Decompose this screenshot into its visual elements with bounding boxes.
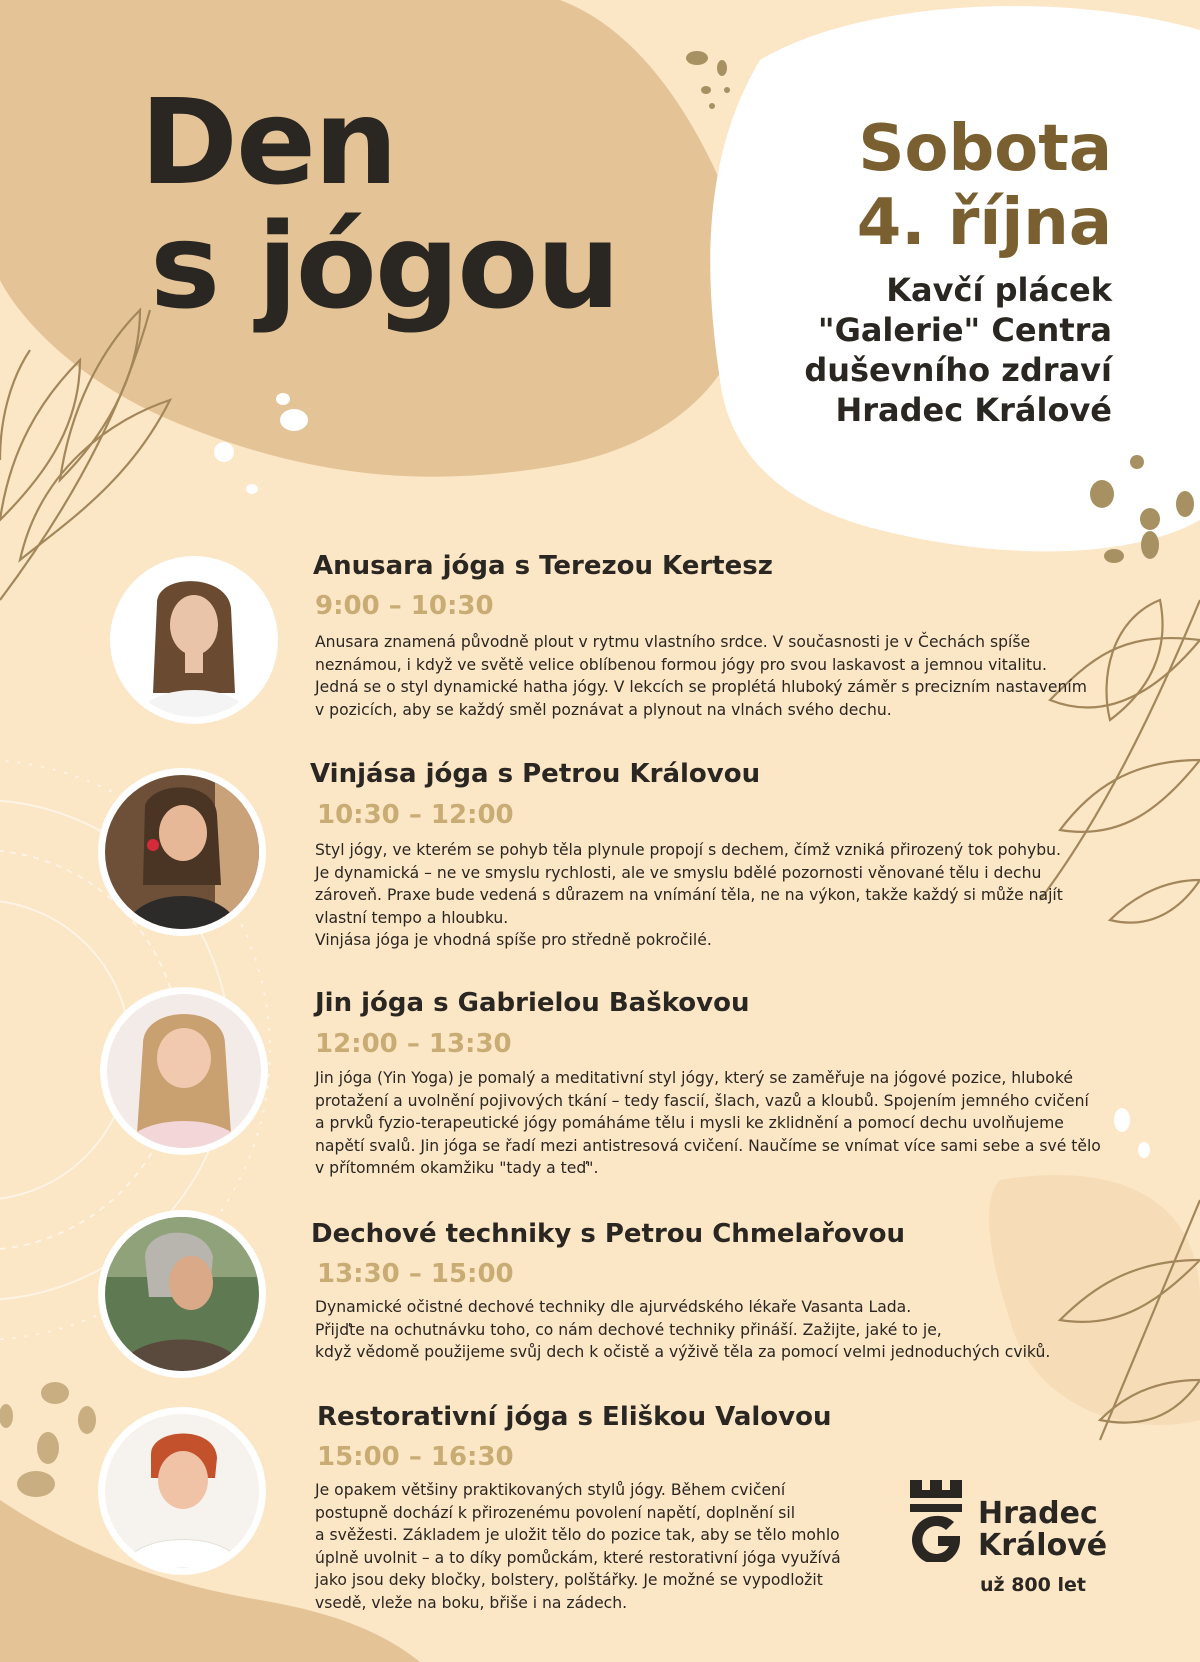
description-line: zároveň. Praxe bude vedená s důrazem na vnímání těla, ne na výkon, takže každý si může najít [315, 886, 1063, 904]
instructor-avatar [100, 987, 268, 1155]
logo-line-2: Králové [978, 1528, 1108, 1563]
session-time: 9:00 – 10:30 [315, 591, 494, 621]
session-description [315, 1296, 1050, 1364]
instructor-avatar [98, 1407, 266, 1575]
description-line: Styl jógy, ve kterém se pohyb těla plynule propojí s dechem, čímž vzniká přirozený tok pohybu. [315, 841, 1061, 859]
venue [804, 270, 1112, 430]
venue-line: Hradec Králové [835, 391, 1112, 429]
description-line: Jedná se o styl dynamické hatha jógy. V lekcích se proplétá hluboký záměr s precizním nastavením [315, 678, 1087, 696]
session-description [315, 1067, 1101, 1180]
date-venue-block [804, 112, 1112, 430]
session-title: Anusara jóga s Terezou Kertesz [313, 551, 773, 581]
description-line: postupně dochází k přirozenému povolení napětí, doplnění sil [315, 1503, 796, 1522]
description-line: Je opakem většiny praktikovaných stylů jógy. Během cvičení [315, 1481, 786, 1499]
session-title: Jin jóga s Gabrielou Baškovou [315, 988, 750, 1018]
instructor-avatar [98, 768, 266, 936]
instructor-avatar [98, 1210, 266, 1378]
description-line: vlastní tempo a hloubku. [315, 908, 509, 927]
venue-line: Kavčí plácek [886, 271, 1112, 309]
description-line: vsedě, vleže na boku, břiše i na zádech. [315, 1593, 628, 1612]
session-time: 12:00 – 13:30 [315, 1029, 512, 1059]
venue-line: duševního zdraví [804, 351, 1112, 389]
logo-subtitle: už 800 let [980, 1574, 1086, 1596]
session-time: 13:30 – 15:00 [317, 1259, 514, 1289]
session-description [315, 631, 1087, 721]
session-title: Restorativní jóga s Eliškou Valovou [317, 1402, 832, 1432]
description-line: v pozicích, aby se každý směl poznávat a plynout na vlnách svého dechu. [315, 700, 892, 719]
description-line: v přítomném okamžiku "tady a teď". [315, 1159, 599, 1177]
session-title: Dechové techniky s Petrou Chmelařovou [311, 1219, 906, 1249]
instructor-photo [105, 1414, 259, 1568]
description-line: jako jsou deky bločky, bolstery, polštářky. Je možné se vypodložit [315, 1571, 823, 1589]
logo-city-name [978, 1498, 1107, 1562]
event-date: 4. října [856, 186, 1112, 260]
event-title [140, 73, 619, 335]
description-line: Je dynamická – ne ve smyslu rychlosti, ale ve smyslu bdělé pozornosti věnované tělu i dechu [315, 863, 1042, 882]
session-time: 10:30 – 12:00 [317, 800, 514, 830]
instructor-photo [105, 775, 259, 929]
session-title: Vinjása jóga s Petrou Královou [310, 759, 761, 789]
description-line: úplně uvolnit – a to díky pomůckám, které restorativní jóga využívá [315, 1548, 841, 1567]
description-line: Přijďte na ochutnávku toho, co nám dechové techniky přináší. Zažijte, jaké to je, [315, 1320, 942, 1339]
description-line: a prvků fyzio-terapeutické jógy pomáháme tělu i mysli ke zklidnění a pomocí dechu uvolňujeme [315, 1114, 1064, 1132]
crown-g-icon [908, 1478, 964, 1562]
session-time: 15:00 – 16:30 [317, 1442, 514, 1472]
description-line: Vinjása jóga je vhodná spíše pro středně pokročilé. [315, 931, 712, 949]
logo-line-1: Hradec [978, 1496, 1098, 1531]
description-line: protažení a uvolnění pojivových tkání – tedy fascií, šlach, vazů a kloubů. Spojením jemného cvičení [315, 1091, 1089, 1110]
session-description [315, 1479, 841, 1614]
title-line-2: s jógou [150, 197, 619, 335]
description-line: když vědomě použijeme svůj dech k očistě a výživě těla za pomocí velmi jednoduchých cviků. [315, 1343, 1051, 1361]
description-line: napětí svalů. Jin jóga se řadí mezi antistresová cvičení. Naučíme se vnímat více sami sebe a své tělo [315, 1136, 1101, 1155]
dots-left [0, 1382, 96, 1497]
instructor-avatar [110, 556, 278, 724]
instructor-photo [105, 1217, 259, 1371]
description-line: Jin jóga (Yin Yoga) je pomalý a meditativní styl jógy, který se zaměřuje na jógové pozice, hluboké [315, 1069, 1073, 1087]
dots-top [686, 51, 730, 109]
description-line: Anusara znamená původně plout v rytmu vlastního srdce. V současnosti je v Čechách spíše [315, 633, 1031, 651]
city-logo [908, 1478, 1108, 1596]
description-line: Dynamické očistné dechové techniky dle ajurvédského lékaře Vasanta Lada. [315, 1298, 912, 1316]
event-day: Sobota [858, 112, 1112, 186]
description-line: a svěžesti. Základem je uložit tělo do pozice tak, aby se tělo mohlo [315, 1526, 840, 1544]
session-description [315, 839, 1063, 952]
venue-line: "Galerie" Centra [817, 311, 1112, 349]
instructor-photo [117, 563, 271, 717]
description-line: neznámou, i když ve světě velice oblíbenou formou jógy pro svou laskavost a jemnou vitalitu. [315, 655, 1047, 674]
title-line-1: Den [140, 73, 396, 211]
instructor-photo [107, 994, 261, 1148]
